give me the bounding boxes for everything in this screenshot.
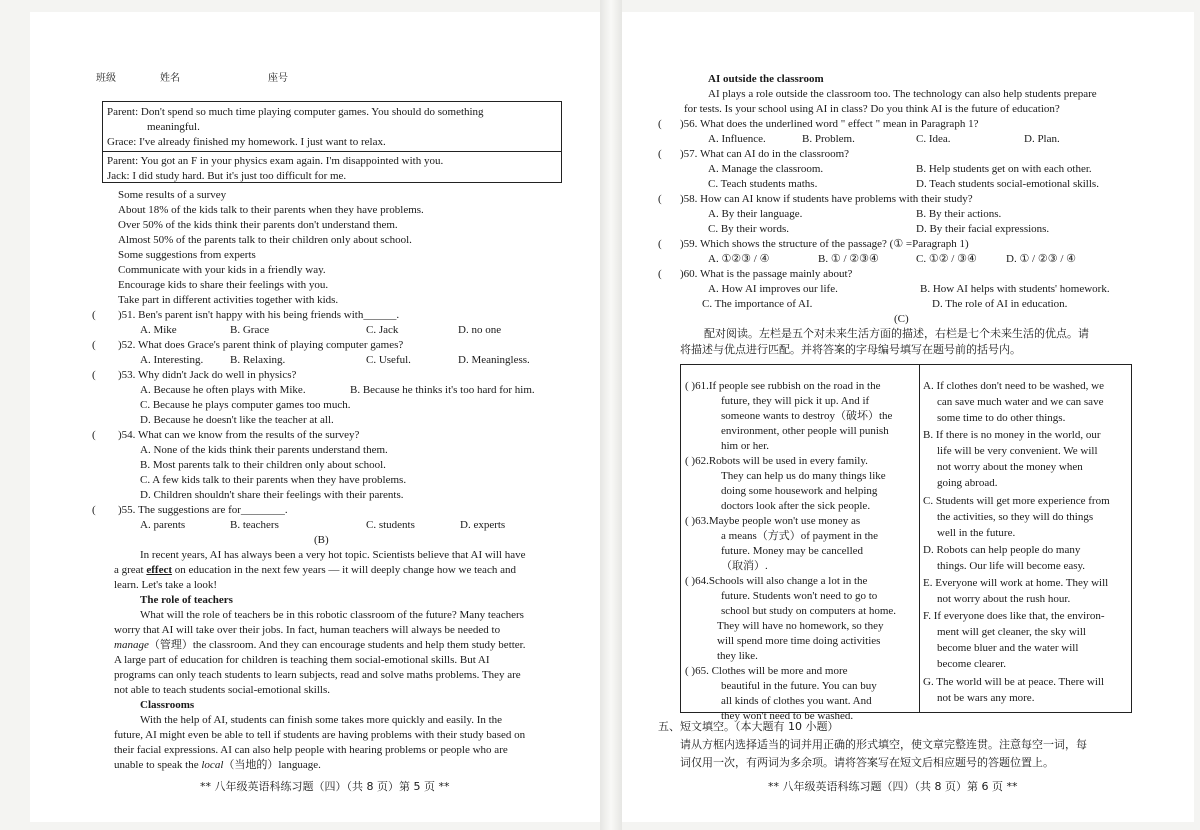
question-53: )53. Why didn't Jack do well in physics? [118,369,297,381]
match-line: become clearer. [937,658,1007,670]
dialog-line: Parent: Don't spend so much time playing computer games. You should do something [107,106,484,118]
match-option-g: G. The world will be at peace. There will [923,676,1105,688]
dialog-line: Parent: You got an F in your physics exam again. I'm disappointed with you. [107,155,444,167]
question-52: )52. What does Grace's parent think of playing computer games? [118,339,404,351]
question-59: )59. Which shows the structure of the passage? (① =Paragraph 1) [680,238,969,250]
passage-text: on education in the next few years — it will deeply change how we teach and [174,564,516,576]
option: B. Problem. [802,133,855,145]
option: C. ①② / ③④ [916,253,977,265]
answer-paren[interactable]: ( [658,268,662,280]
passage-text: （管理）the classroom. And they can encourage students and help them study better. [148,639,526,651]
option: C. The importance of AI. [702,298,813,310]
passage-text: a great [114,564,144,576]
match-option-d: D. Robots can help people do many [923,544,1081,556]
passage-line: worry that AI will take over their jobs. In fact, human teachers will always be needed to [114,624,501,636]
question-57: )57. What can AI do in the classroom? [680,148,850,160]
option: D. ① / ②③ / ④ [1006,253,1077,265]
section-b-label: (B) [314,534,329,546]
right-page [622,12,1194,822]
answer-paren[interactable]: ( [92,339,96,351]
option: C. Useful. [366,354,411,366]
match-line: not worry about the money when [937,461,1083,473]
option: B. Relaxing. [230,354,286,366]
underlined-word-effect: effect [146,564,173,576]
option: B. By their actions. [916,208,1002,220]
answer-paren[interactable]: ( [92,309,96,321]
option: B. ① / ②③④ [818,253,879,265]
match-line: They can help us do many things like [721,470,886,482]
option: A. parents [140,519,186,531]
passage-line: What will the role of teachers be in this robotic classroom of the future? Many teachers [140,609,524,621]
passage-line [114,758,321,772]
italic-word-manage: manage [114,639,149,651]
match-line: environment, other people will punish [721,425,889,437]
section-c-label: (C) [894,313,909,325]
option: C. By their words. [708,223,789,235]
match-option-f: F. If everyone does like that, the environ- [923,610,1105,622]
option: B. Help students get on with each other. [916,163,1092,175]
survey-line: Over 50% of the kids think their parents don't understand them. [118,219,398,231]
match-line: beautiful in the future. You can buy [721,680,877,692]
passage-line: With the help of AI, students can finish some takes more quickly and easily. In the [140,714,503,726]
match-line: they won't need to be washed. [721,710,854,722]
survey-line: Some suggestions from experts [118,249,256,261]
passage-line: A large part of education for children is teaching them social-emotional skills. But AI [114,654,490,666]
seat-label: 座号 [268,73,288,84]
section-5-title: 五、短文填空。（本大题有 10 小题） [658,720,839,733]
option: C. Idea. [916,133,951,145]
answer-paren[interactable]: ( [658,118,662,130]
match-line: well in the future. [937,527,1016,539]
match-line: future. Money may be cancelled [721,545,864,557]
classrooms-title: Classrooms [140,699,195,711]
matching-divider [919,365,920,712]
match-line: some time to do other things. [937,412,1066,424]
option: A. Mike [140,324,177,336]
passage-line: not able to teach students social-emotional skills. [114,684,330,696]
match-item-65: ( )65. Clothes will be more and more [685,665,848,677]
option: D. Because he doesn't like the teacher at all. [140,414,334,426]
page-gutter [600,0,622,830]
option: B. Because he thinks it's too hard for him. [350,384,535,396]
section-5-instructions: 词仅用一次，有两词为多余项。请将答案写在短文后相应题号的答题位置上。 [680,756,1054,769]
passage-line [114,563,516,577]
option: A. Influence. [708,133,766,145]
matching-table [680,364,1132,722]
match-line: become bluer and the water will [937,642,1079,654]
answer-paren[interactable]: ( [92,369,96,381]
match-line: can save much water and we can save [937,396,1104,408]
option: A. None of the kids think their parents understand them. [140,444,388,456]
section-5-instructions: 请从方框内选择适当的词并用正确的形式填空，使文章完整连贯。注意每空一词，每 [680,738,1087,751]
ai-outside-title: AI outside the classroom [708,73,824,85]
class-label: 班级 [96,73,116,84]
option: D. Meaningless. [458,354,530,366]
match-line: doctors look after the sick people. [721,500,871,512]
option: C. A few kids talk to their parents when they have problems. [140,474,407,486]
survey-line: Almost 50% of the parents talk to their children only about school. [118,234,412,246]
match-line: school but study on computers at home. [721,605,897,617]
dialog-divider [103,151,561,152]
question-55: )55. The suggestions are for________. [118,504,288,516]
survey-line: Take part in different activities together with kids. [118,294,339,306]
match-item-64: ( )64.Schools will also change a lot in the [685,575,868,587]
italic-word-local: local [201,759,224,771]
option: B. Grace [230,324,270,336]
option: D. Teach students social-emotional skills. [916,178,1099,190]
match-instructions: 配对阅读。左栏是五个对未来生活方面的描述，右栏是七个未来生活的优点。请 [704,327,1089,340]
option: C. Teach students maths. [708,178,818,190]
match-option-a: A. If clothes don't need to be washed, we [923,380,1104,392]
passage-line: future, AI might even be able to tell if students are having problems with their study based on [114,729,526,741]
match-line: future, they will pick it up. And if [721,395,870,407]
option: A. ①②③ / ④ [708,253,770,265]
match-instructions: 将描述与优点进行匹配。并将答案的字母编号填写在题号前的括号内。 [680,343,1021,356]
match-line: going abroad. [937,477,998,489]
passage-text: unable to speak the [114,759,199,771]
match-line: life will be very convenient. We will [937,445,1098,457]
answer-paren[interactable]: ( [92,504,96,516]
match-line: doing some housework and helping [721,485,878,497]
question-58: )58. How can AI know if students have problems with their study? [680,193,973,205]
survey-line: Communicate with your kids in a friendly way. [118,264,326,276]
option: B. Most parents talk to their children only about school. [140,459,386,471]
survey-line: Encourage kids to share their feelings with you. [118,279,329,291]
left-page [30,12,600,822]
option: D. By their facial expressions. [916,223,1050,235]
match-line: things. Our life will become easy. [937,560,1086,572]
option: A. Interesting. [140,354,204,366]
option: A. Because he often plays with Mike. [140,384,306,396]
match-item-63: ( )63.Maybe people won't use money as [685,515,861,527]
option: D. The role of AI in education. [932,298,1068,310]
passage-line: their facial expressions. AI can also help people with hearing problems or people who are [114,744,508,756]
match-line: They will have no homework, so they [717,620,884,632]
answer-paren[interactable]: ( [92,429,96,441]
option: D. no one [458,324,502,336]
match-line: a means（方式）of payment in the [721,530,879,542]
passage-text: （当地的）language. [223,759,321,771]
answer-paren[interactable]: ( [658,193,662,205]
match-line: （取消）. [721,560,768,572]
passage-line: AI plays a role outside the classroom too. The technology can also help students prepare [708,88,1097,100]
match-line: all kinds of clothes you want. And [721,695,872,707]
survey-line: Some results of a survey [118,189,227,201]
match-line: ment will get cleaner, the sky will [937,626,1086,638]
dialog-line: Grace: I've already finished my homework. I just want to relax. [107,136,386,148]
match-line: the activities, so they will do things [937,511,1094,523]
survey-line: About 18% of the kids talk to their parents when they have problems. [118,204,424,216]
match-line: someone wants to destroy（破坏）the [721,410,893,422]
match-line: him or her. [721,440,769,452]
option: A. Manage the classroom. [708,163,824,175]
passage-line: for tests. Is your school using AI in class? Do you think AI is the future of education? [684,103,1060,115]
option: C. Jack [366,324,399,336]
option: B. How AI helps with students' homework. [920,283,1110,295]
match-option-c: C. Students will get more experience from [923,495,1110,507]
match-line: future. Students won't need to go to [721,590,878,602]
dialog-line: meaningful. [147,121,200,133]
option: C. Because he plays computer games too much. [140,399,351,411]
answer-paren[interactable]: ( [658,238,662,250]
dialog-box [102,101,562,183]
dialog-line: Jack: I did study hard. But it's just too difficult for me. [107,170,347,182]
option: A. How AI improves our life. [708,283,838,295]
question-60: )60. What is the passage mainly about? [680,268,853,280]
match-line: will spend more time doing activities [717,635,881,647]
option: A. By their language. [708,208,803,220]
page-footer-right: ** 八年级英语科练习题（四）（共 8 页）第 6 页 ** [768,780,1018,793]
question-54: )54. What can we know from the results of the survey? [118,429,360,441]
option: D. experts [460,519,506,531]
question-51: )51. Ben's parent isn't happy with his being friends with______. [118,309,400,321]
match-line: not worry about the rush hour. [937,593,1071,605]
option: D. Plan. [1024,133,1060,145]
match-option-e: E. Everyone will work at home. They will [923,577,1109,589]
option: C. students [366,519,415,531]
match-item-62: ( )62.Robots will be used in every family. [685,455,868,467]
passage-line [114,638,526,652]
page-footer-left: ** 八年级英语科练习题（四）（共 8 页）第 5 页 ** [200,780,450,793]
name-label: 姓名 [160,73,180,84]
match-line: they like. [717,650,758,662]
match-item-61: ( )61.If people see rubbish on the road in the [685,380,881,392]
match-option-b: B. If there is no money in the world, our [923,429,1101,441]
option: D. Children shouldn't share their feelings with their parents. [140,489,404,501]
option: B. teachers [230,519,279,531]
question-56: )56. What does the underlined word " effect " mean in Paragraph 1? [680,118,979,130]
role-title: The role of teachers [140,594,233,606]
answer-paren[interactable]: ( [658,148,662,160]
passage-line: learn. Let's take a look! [114,579,218,591]
passage-line: programs can only teach students to learn subjects, read and solve maths problems. They are [114,669,521,681]
match-line: not be wars any more. [937,692,1035,704]
passage-line: In recent years, AI has always been a very hot topic. Scientists believe that AI will have [140,549,526,561]
